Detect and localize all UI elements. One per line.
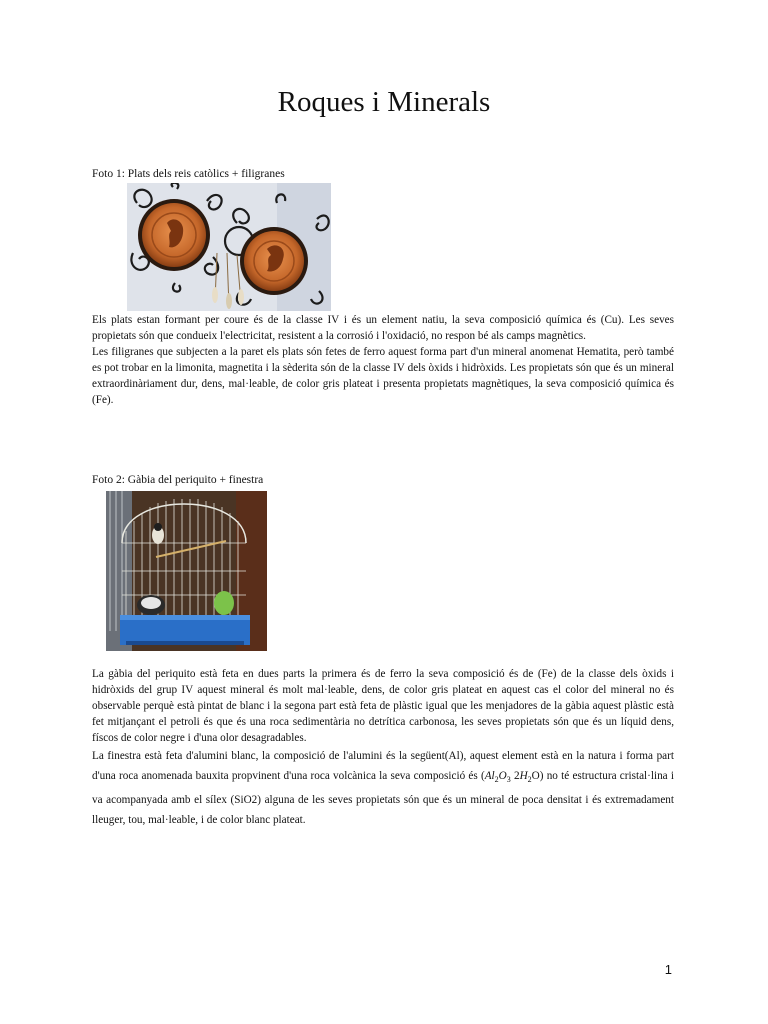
window-paragraph [92,746,674,830]
formula-al: Al [484,770,495,782]
formula-h: H [519,770,528,782]
formula-sub-2: 2 [494,775,499,785]
photo1-plates-image [127,183,331,311]
formula-sub-3: 3 [506,775,511,785]
cage-paragraph: La gàbia del periquito està feta en dues parts la primera és de ferro la seva composició és de (Fe) de la classe dels òxids i hidròxids del grup IV aquest mineral és molt mal·leable, dens, de color gris plateat en aquest cas el color del mineral no és observable perquè està pintat de blanc i la segona part està feta de plàstic igual que les menjadores de la gàbia aquest plàstic està fet mitjançant el petroli és que és una roca sedimentària no detrítica carbonosa, les seves propietats són que és un líquid dens, físcos de color negre i d'una olor desagradables. [92,668,674,744]
formula-coefficient: 2 [513,770,520,782]
plates-illustration [127,183,331,311]
window-text-before: La finestra està feta d'alumini blanc, la composició de l'alumini és la següent(Al), aquest element està en la natura i forma part d'una roca anomenada bauxita propvinent d'una roca volcànica la seva composició és ( [92,750,674,782]
photo2-cage-image [106,491,267,651]
page-number: 1 [664,962,672,977]
formula-h-sub: 2 [527,775,532,785]
window-text-after: O) no té estructura cristal·lina i va acompanyada amb el sílex (SiO2) alguna de les seves propietats són que és un mineral de poca densitat i és extremadament lleuger, tou, mal·leable, i de color blanc plateat. [92,770,674,827]
section1-text [92,312,674,408]
filigree-paragraph: Les filigranes que subjecten a la paret els plats són fetes de ferro aquest forma part d'un mineral anomenat Hematita, però també es pot trobar en la limonita, magnetita i la sèderita són de la classe IV dels òxids i hidròxids. Les propietats són que és un mineral extraordinàriament dur, dens, mal·leable, de color gris plateat i presenta propietats magnètiques, la seva composició química és (Fe). [92,346,674,406]
photo2-caption: Foto 2: Gàbia del periquito + finestra [92,474,264,486]
page-title: Roques i Minerals [277,86,491,118]
section2-text [92,666,674,830]
photo1-caption: Foto 1: Plats dels reis catòlics + filigranes [92,168,285,180]
formula-o: O [498,770,507,782]
cage-illustration [106,491,267,651]
plates-paragraph: Els plats estan formant per coure és de la classe IV i és un element natiu, la seva composició química és (Cu). Les seves propietats són que condueix l'electricitat, resistent a la corrosió i l'oxidació, no respon bé als camps magnètics. [92,314,674,342]
